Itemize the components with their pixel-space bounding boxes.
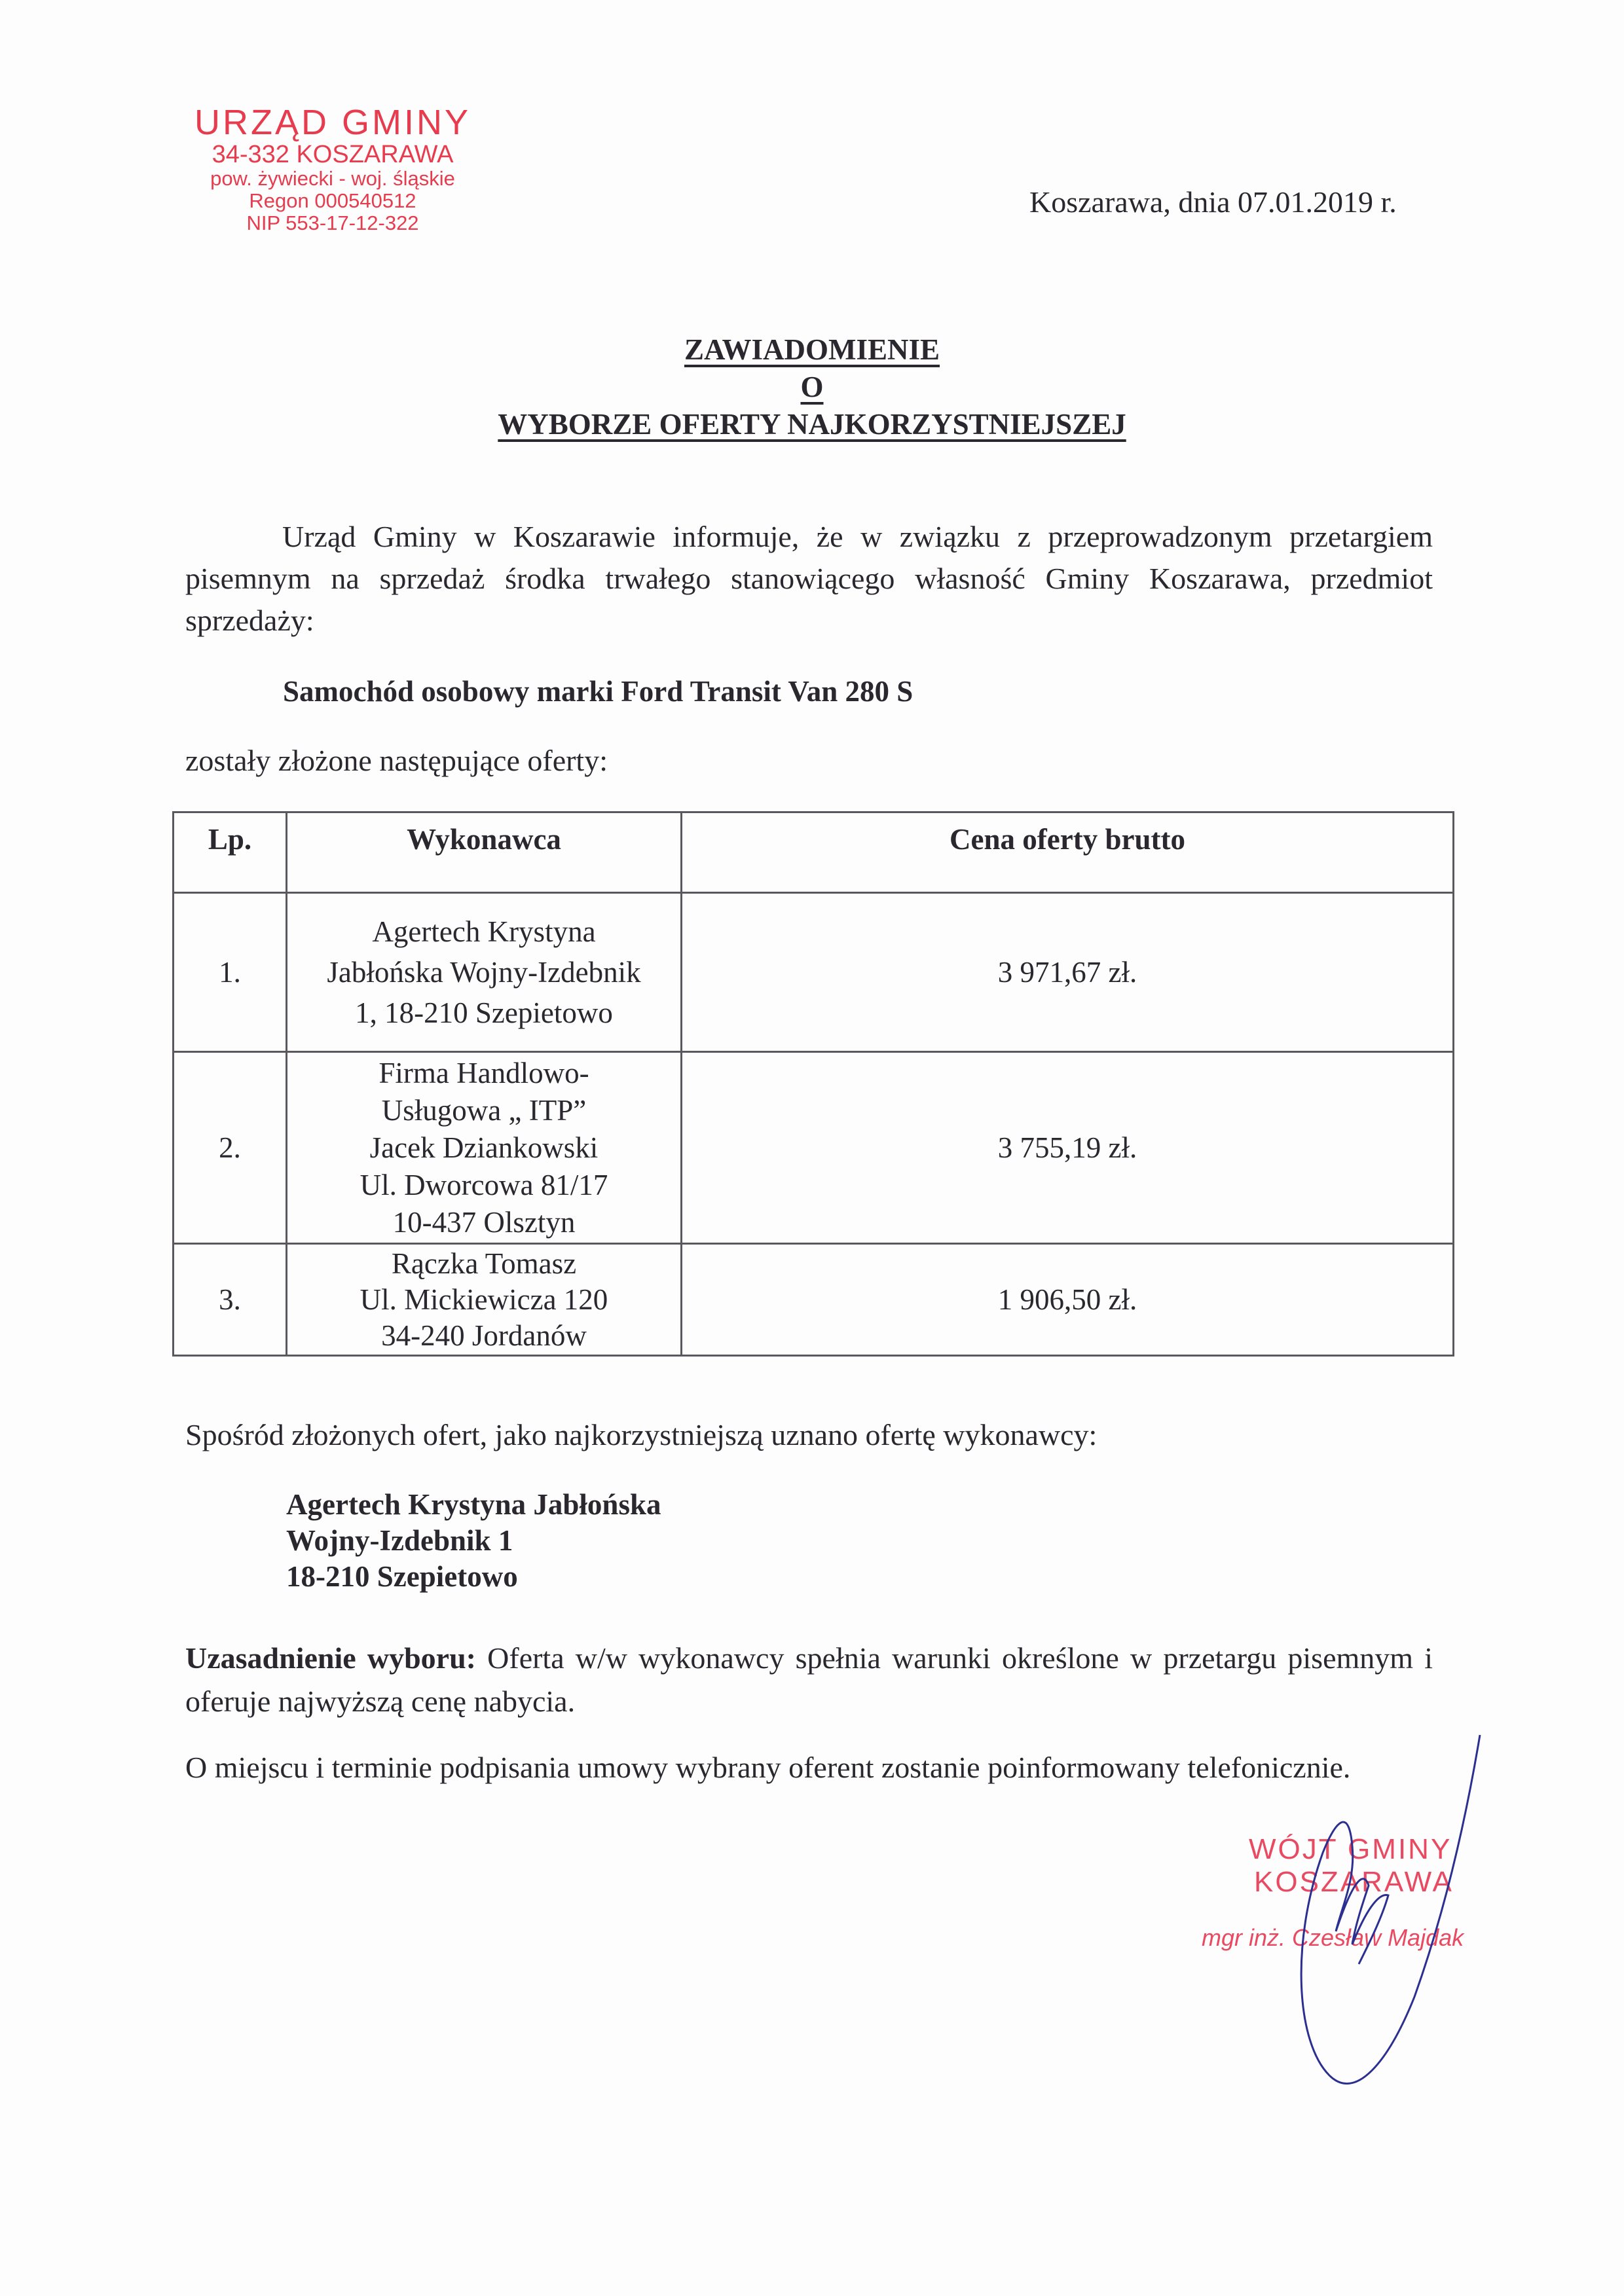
contractor-line: Ul. Mickiewicza 120	[360, 1283, 608, 1316]
chosen-contractor-name: Agertech Krystyna Jabłońska	[286, 1488, 661, 1521]
document-title-line-3: WYBORZE OFERTY NAJKORZYSTNIEJSZEJ	[498, 408, 1126, 441]
contractor-cell	[287, 893, 682, 1052]
contractor-cell	[287, 1244, 682, 1356]
header-gross-price: Cena oferty brutto	[682, 812, 1454, 893]
stamp-postal-address: 34-332 KOSZARAWA	[212, 141, 454, 168]
contractor-line: 1, 18-210 Szepietowo	[355, 996, 613, 1029]
chosen-offer-intro: Spośród złożonych ofert, jako najkorzystniejszą uznano ofertę wykonawcy:	[185, 1418, 1098, 1451]
document-date: Koszarawa, dnia 07.01.2019 r.	[1029, 185, 1397, 219]
stamp-nip: NIP 553-17-12-322	[246, 211, 419, 234]
price-cell: 3 755,19 zł.	[682, 1052, 1454, 1244]
header-lp: Lp.	[174, 812, 287, 893]
header-contractor: Wykonawca	[287, 812, 682, 893]
contractor-line: 10-437 Olsztyn	[392, 1205, 576, 1239]
justification-label: Uzasadnienie wyboru:	[185, 1641, 476, 1675]
offers-intro: zostały złożone następujące oferty:	[185, 744, 608, 777]
mayor-stamp-municipality: KOSZARAWA	[1254, 1866, 1454, 1898]
mayor-stamp-name: mgr inż. Czesław Majdak	[1202, 1924, 1464, 1951]
stamp-office-name: URZĄD GMINY	[194, 103, 471, 142]
row-number: 1.	[174, 893, 287, 1052]
mayor-stamp-title: WÓJT GMINY	[1249, 1833, 1452, 1865]
offers-table	[172, 811, 1454, 1357]
contractor-cell	[287, 1052, 682, 1244]
office-stamp	[175, 103, 490, 234]
table-row	[174, 1244, 1454, 1356]
sale-subject: Samochód osobowy marki Ford Transit Van 280 S	[283, 675, 913, 708]
contractor-line: Firma Handlowo-	[378, 1056, 589, 1089]
row-number: 3.	[174, 1244, 287, 1356]
justification-paragraph	[185, 1637, 1433, 1723]
chosen-contractor-city: 18-210 Szepietowo	[286, 1560, 518, 1593]
table-row	[174, 893, 1454, 1052]
table-row	[174, 1052, 1454, 1244]
contractor-line: Jabłońska Wojny-Izdebnik	[327, 956, 641, 989]
contractor-line: Rączka Tomasz	[391, 1247, 577, 1280]
justification-text: Oferta w/w wykonawcy spełnia warunki określone w przetargu pisemnym i oferuje najwyższą cenę nabycia.	[185, 1641, 1433, 1718]
stamp-regon: Regon 000540512	[249, 189, 416, 212]
row-number: 2.	[174, 1052, 287, 1244]
document-title-line-1: ZAWIADOMIENIE	[684, 333, 940, 366]
contractor-line: Agertech Krystyna	[372, 915, 596, 948]
price-cell: 3 971,67 zł.	[682, 893, 1454, 1052]
contract-info-paragraph: O miejscu i terminie podpisania umowy wybrany oferent zostanie poinformowany telefonicznie.	[185, 1751, 1351, 1784]
contractor-line: Jacek Dziankowski	[369, 1131, 599, 1164]
price-cell: 1 906,50 zł.	[682, 1244, 1454, 1356]
document-title-line-2: O	[800, 371, 824, 403]
chosen-contractor-address: Wojny-Izdebnik 1	[286, 1524, 513, 1557]
contractor-line: Ul. Dworcowa 81/17	[360, 1168, 608, 1201]
contractor-line: Usługowa „ ITP”	[381, 1093, 587, 1127]
mayor-stamp	[1202, 1833, 1516, 1951]
stamp-district: pow. żywiecki - woj. śląskie	[210, 167, 455, 190]
intro-paragraph: Urząd Gminy w Koszarawie informuje, że w związku z przeprowadzonym przetargiem pisemnym na sprzedaż środka trwałego stanowiącego własność Gminy Koszarawa, przedmiot sprzedaży:	[185, 520, 1433, 637]
contractor-line: 34-240 Jordanów	[381, 1319, 587, 1352]
table-header-row	[174, 812, 1454, 893]
